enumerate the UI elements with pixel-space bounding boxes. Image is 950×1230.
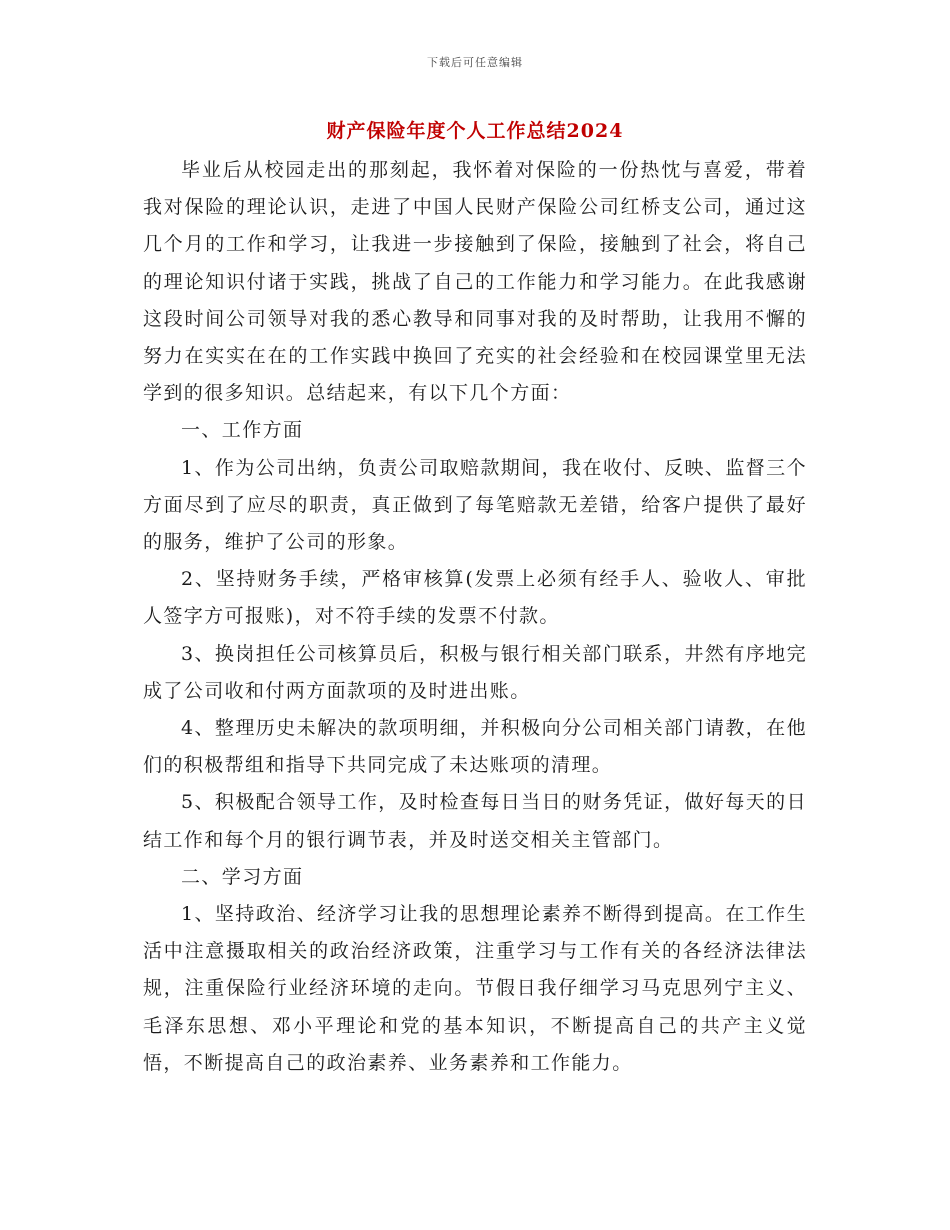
paragraph-work-5: 5、积极配合领导工作，及时检查每日当日的财务凭证，做好每天的日结工作和每个月的银行调节表，并及时送交相关主管部门。 xyxy=(143,791,807,851)
paragraph-work-2: 2、坚持财务手续，严格审核算(发票上必须有经手人、验收人、审批人签字方可报账)，对不符手续的发票不付款。 xyxy=(143,568,807,628)
section-heading-study: 二、学习方面 xyxy=(181,865,304,888)
section-heading-work: 一、工作方面 xyxy=(181,419,304,442)
header-note: 下载后可任意编辑 xyxy=(427,56,523,69)
paragraph-work-3: 3、换岗担任公司核算员后，积极与银行相关部门联系，井然有序地完成了公司收和付两方面款项的及时进出账。 xyxy=(143,642,807,702)
paragraph-intro: 毕业后从校园走出的那刻起，我怀着对保险的一份热忱与喜爱，带着我对保险的理论认识，走进了中国人民财产保险公司红桥支公司，通过这几个月的工作和学习，让我进一步接触到了保险，接触到了社会，将自己的理论知识付诸于实践，挑战了自己的工作能力和学习能力。在此我感谢这段时间公司领导对我的悉心教导和同事对我的及时帮助，让我用不懈的努力在实实在在的工作实践中换回了充实的社会经验和在校园课堂里无法学到的很多知识。总结起来，有以下几个方面： xyxy=(143,159,807,405)
paragraph-study-1: 1、坚持政治、经济学习让我的思想理论素养不断得到提高。在工作生活中注意摄取相关的政治经济政策，注重学习与工作有关的各经济法律法规，注重保险行业经济环境的走向。节假日我仔细学习马克思列宁主义、毛泽东思想、邓小平理论和党的基本知识，不断提高自己的共产主义觉悟，不断提高自己的政治素养、业务素养和工作能力。 xyxy=(143,903,807,1074)
paragraph-work-4: 4、整理历史未解决的款项明细，并积极向分公司相关部门请教，在他们的积极帮组和指导下共同完成了未达账项的清理。 xyxy=(143,717,807,777)
document-title: 财产保险年度个人工作总结2024 xyxy=(326,120,624,142)
paragraph-work-1: 1、作为公司出纳，负责公司取赔款期间，我在收付、反映、监督三个方面尽到了应尽的职责，真正做到了每笔赔款无差错，给客户提供了最好的服务，维护了公司的形象。 xyxy=(143,456,807,554)
document-body xyxy=(143,152,807,1082)
